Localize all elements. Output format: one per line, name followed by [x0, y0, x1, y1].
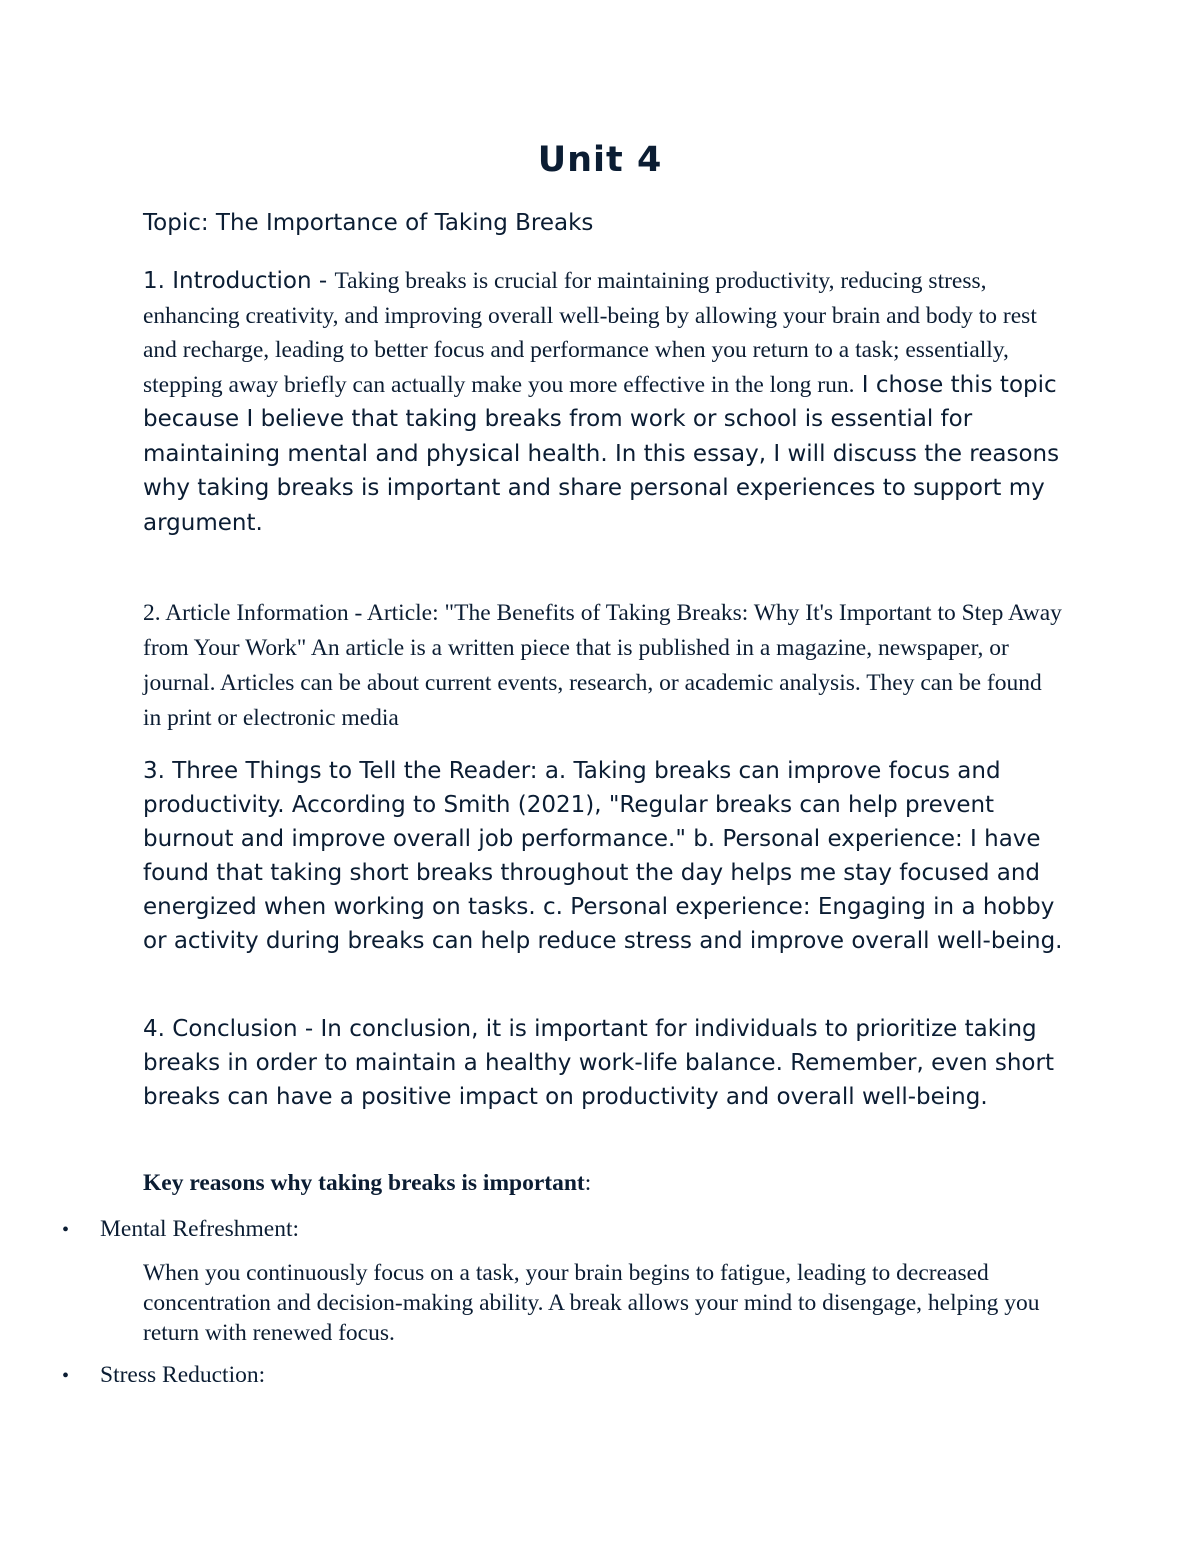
three-things-paragraph: 3. Three Things to Tell the Reader: a. Taking breaks can improve focus and productivity. According to Smith (2021), "Regular breaks can help prevent burnout and improve overall job performance." b. Personal experience: I have found that taking short breaks throughout the day helps me stay focused and energized when working on tasks. c. Personal experience: Engaging in a hobby or activity during breaks can help reduce stress and improve overall well-being. — [143, 758, 1063, 954]
introduction-serif-text: Taking breaks is crucial for maintaining productivity, reducing stress, enhancing creativity, and improving overall well-being by allowing your brain and body to rest and recharge, leading to better focus and performance when you return to a task; essentially, stepping away briefly can actually make you more effective in the long run. — [143, 268, 1037, 398]
list-item-label: Stress Reduction: — [100, 1362, 266, 1388]
list-item-body: When you continuously focus on a task, your brain begins to fatigue, leading to decreased concentration and decision-making ability. A break allows your mind to disengage, helping you return with renewed focus. — [143, 1260, 1040, 1346]
introduction-label: 1. Introduction - — [143, 268, 335, 294]
conclusion-paragraph: 4. Conclusion - In conclusion, it is important for individuals to prioritize taking breaks in order to maintain a healthy work-life balance. Remember, even short breaks can have a positive impact on productivity and overall well-being. — [143, 1016, 1054, 1110]
list-item — [62, 1362, 1062, 1389]
bullet-icon: • — [62, 1219, 70, 1241]
list-item-label: Mental Refreshment: — [100, 1216, 300, 1242]
key-reasons-heading-text: Key reasons why taking breaks is important — [143, 1170, 585, 1196]
page-title: Unit 4 — [537, 140, 663, 180]
article-information-paragraph: 2. Article Information - Article: "The Benefits of Taking Breaks: Why It's Important to Step Away from Your Work" An article is a written piece that is published in a magazine, newspaper, or journal. Articles can be about current events, research, or academic analysis. They can be found in print or electronic media — [143, 600, 1062, 731]
key-reasons-heading-suffix: : — [584, 1170, 592, 1196]
topic-line: Topic: The Importance of Taking Breaks — [143, 210, 594, 236]
introduction-sans-text: I chose this topic because I believe that taking breaks from work or school is essential for maintaining mental and physical health. In this essay, I will discuss the reasons why taking breaks is important and share personal experiences to support my argument. — [143, 371, 1060, 536]
list-item — [62, 1216, 1062, 1243]
key-reasons-heading — [143, 1170, 1063, 1197]
introduction-paragraph — [143, 264, 1063, 540]
bullet-icon: • — [62, 1365, 70, 1387]
